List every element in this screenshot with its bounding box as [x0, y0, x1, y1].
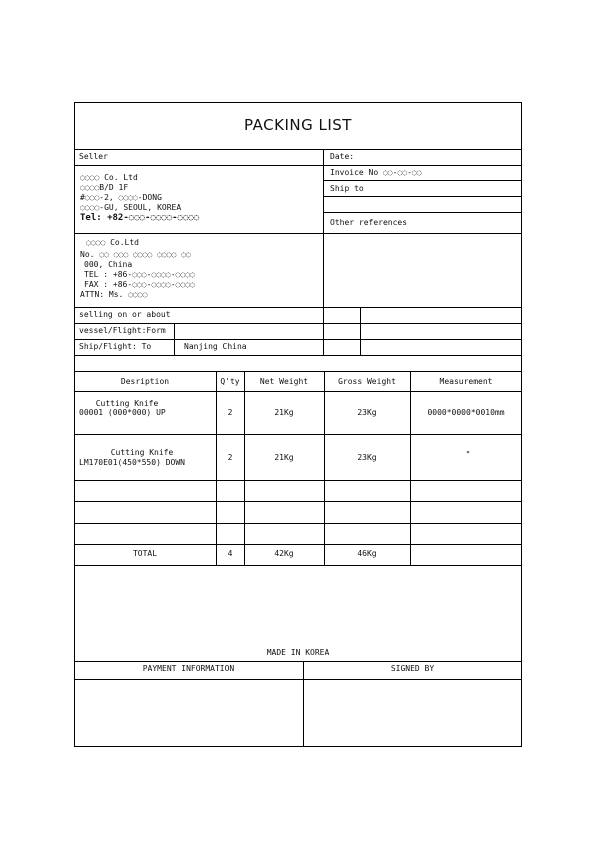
row-2-gross-weight: 23Kg — [357, 453, 377, 462]
rule-ship-flight — [74, 355, 522, 356]
rule-seller-header — [74, 165, 522, 166]
rule-row-1 — [74, 434, 522, 435]
seller-street: #◌◌◌-2, ◌◌◌◌-DONG — [80, 193, 162, 202]
divider-shipping-small — [360, 307, 361, 355]
consignee-fax: FAX : +86-◌◌◌-◌◌◌◌-◌◌◌◌ — [84, 280, 195, 289]
seller-address — [80, 173, 199, 223]
rule-row-2 — [74, 480, 522, 481]
rule-invoice — [323, 180, 522, 181]
row-1-quantity: 2 — [227, 408, 233, 417]
row-1-gross-weight: 23Kg — [357, 408, 377, 417]
rule-consignee-block — [74, 307, 522, 308]
rule-seller-block — [74, 233, 522, 234]
consignee-company: ◌◌◌◌ Co.Ltd — [86, 238, 139, 247]
rule-ship-to — [323, 196, 522, 197]
total-gross-weight: 46Kg — [357, 549, 377, 558]
divider-col-measure — [410, 371, 411, 565]
made-in-korea: MADE IN KOREA — [266, 648, 330, 657]
ship-to-label: Ship to — [330, 184, 364, 193]
document-title: PACKING LIST — [244, 116, 352, 134]
total-label: TOTAL — [132, 549, 158, 558]
divider-col-net — [244, 371, 245, 565]
seller-label: Seller — [79, 152, 108, 161]
divider-col-gross — [324, 371, 325, 565]
rule-row-4 — [74, 523, 522, 524]
row-1-measurement: 0000*0000*0010mm — [427, 408, 505, 417]
row-2-net-weight: 21Kg — [274, 453, 294, 462]
seller-company: ◌◌◌◌ Co. Ltd — [80, 173, 138, 182]
header-measurement: Measurement — [439, 377, 493, 386]
rule-row-5 — [74, 544, 522, 545]
row-1-description-title: Cutting Knife — [95, 399, 159, 408]
vessel-flight-label: vessel/Flight:Form — [79, 326, 166, 335]
rule-row-3 — [74, 501, 522, 502]
total-net-weight: 42Kg — [274, 549, 294, 558]
row-1-net-weight: 21Kg — [274, 408, 294, 417]
consignee-telephone: TEL : +86-◌◌◌-◌◌◌◌-◌◌◌◌ — [84, 270, 195, 279]
divider-right-column — [323, 149, 324, 355]
row-1-description-model: 00001 (000*000) UP — [79, 408, 166, 417]
ship-flight-to-label: Ship/Flight: To — [79, 342, 152, 351]
total-quantity: 4 — [227, 549, 233, 558]
destination-value: Nanjing China — [184, 342, 247, 351]
payment-information-label: PAYMENT INFORMATION — [142, 664, 235, 673]
consignee-address — [80, 238, 195, 300]
divider-col-qty — [216, 371, 217, 565]
divider-shipping-label — [174, 323, 175, 355]
header-description: Desription — [120, 377, 170, 386]
seller-telephone: Tel: +82-◌◌◌-◌◌◌◌-◌◌◌◌ — [80, 213, 200, 223]
row-2-measurement: " — [465, 450, 471, 459]
rule-vessel — [74, 339, 522, 340]
seller-city: ◌◌◌◌-GU, SEOUL, KOREA — [80, 203, 182, 212]
invoice-number-label: Invoice No ◌◌-◌◌-◌◌ — [330, 168, 422, 177]
rule-title — [74, 149, 522, 150]
header-net-weight: Net Weight — [259, 377, 309, 386]
rule-selling — [74, 323, 522, 324]
rule-total — [74, 565, 522, 566]
consignee-street: No. ◌◌ ◌◌◌ ◌◌◌◌ ◌◌◌◌ ◌◌ — [80, 250, 191, 259]
seller-building: ◌◌◌◌B/D 1F — [80, 183, 129, 192]
row-2-quantity: 2 — [227, 453, 233, 462]
header-gross-weight: Gross Weight — [338, 377, 396, 386]
signed-by-label: SIGNED BY — [390, 664, 435, 673]
rule-ship-to-2 — [323, 212, 522, 213]
other-references-label: Other references — [330, 218, 408, 227]
rule-payment-header — [74, 679, 522, 680]
rule-blank — [74, 371, 522, 372]
selling-on-label: selling on or about — [79, 310, 171, 319]
consignee-attention: ATTN: Ms. ◌◌◌◌ — [80, 290, 148, 299]
row-2-description-title: Cutting Knife — [110, 448, 174, 457]
header-quantity: Q'ty — [220, 377, 240, 386]
row-2-description-model: LM170E01(450*550) DOWN — [79, 458, 185, 467]
rule-made-in — [74, 661, 522, 662]
consignee-city: 000, China — [84, 260, 133, 269]
rule-table-header — [74, 391, 522, 392]
date-label: Date: — [330, 152, 355, 161]
